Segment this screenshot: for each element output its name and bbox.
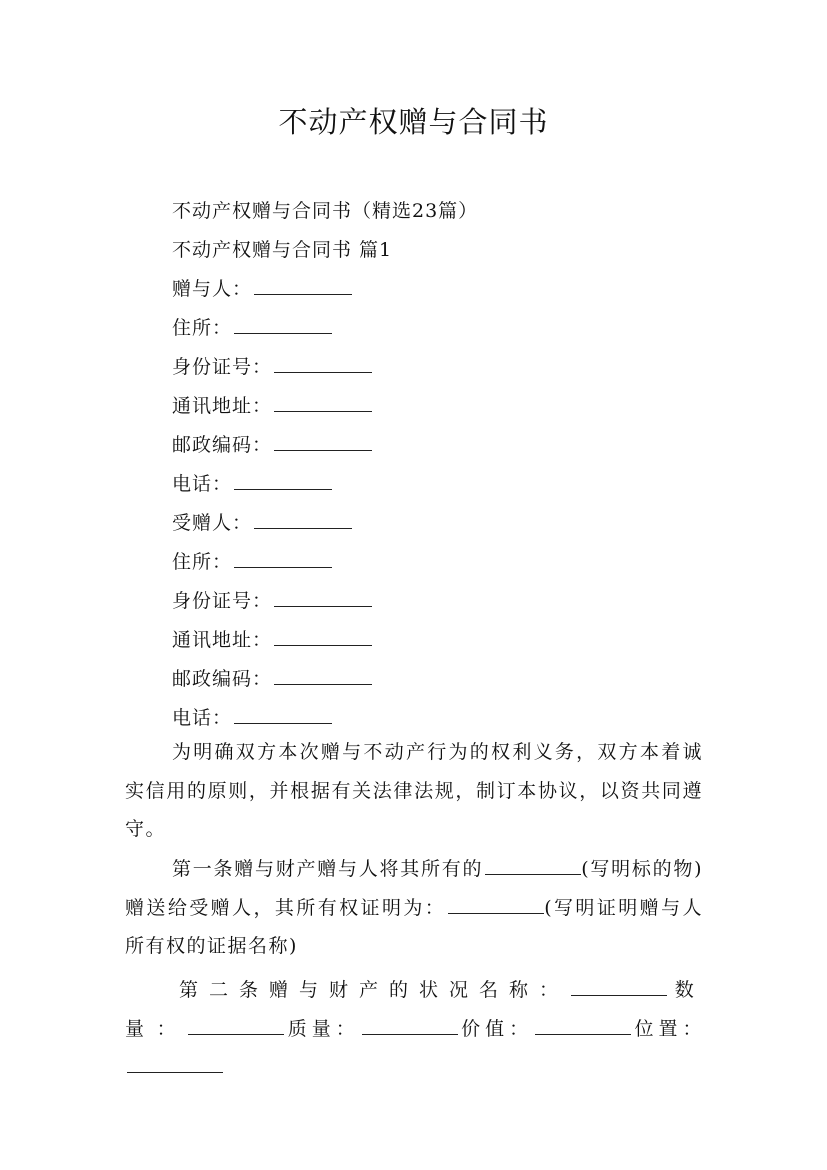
donor-postcode-line [172,432,372,458]
donee-address-blank [234,549,332,568]
donee-postcode-blank [274,666,372,685]
document-subtitle: 不动产权赠与合同书（精选23篇） [172,200,479,222]
article-2-paragraph [125,971,703,1087]
donor-address-line [172,315,332,341]
donor-mail-blank [274,393,372,412]
donee-address-label: 住所： [172,551,233,573]
article-2-name-blank [571,977,667,996]
donor-phone-blank [234,471,332,490]
donee-name-line [172,510,352,536]
donor-name-label: 赠与人： [172,278,253,300]
donor-postcode-blank [274,432,372,451]
donor-postcode-label: 邮政编码： [172,434,273,456]
donee-address-line [172,549,332,575]
donor-name-blank [254,276,352,295]
article-1-text-2: (写明标的物)赠送给受赠人，其所有权证明为： [125,858,703,919]
donee-id-line [172,588,372,614]
article-2-text-4: 价值： [457,1017,534,1040]
donee-phone-blank [234,705,332,724]
donee-phone-line [172,705,332,731]
donee-postcode-label: 邮政编码： [172,668,273,690]
article-1-text-1: 第一条赠与财产赠与人将其所有的 [172,858,484,880]
article-2-text-5: 位置： [631,1017,703,1040]
article-1-object-blank [485,856,581,875]
article-1-paragraph [125,850,703,966]
article-2-quantity-blank [188,1016,284,1035]
donee-postcode-line [172,666,372,692]
article-1-text-3: (写明证明赠与人所有权的证据名称) [125,896,703,957]
section-heading: 不动产权赠与合同书 篇1 [172,239,393,261]
article-1-proof-blank [448,895,544,914]
article-2-text-1: 第二条赠与财产的状况名称： [179,979,569,1001]
donee-name-label: 受赠人： [172,512,253,534]
donor-id-line [172,354,372,380]
donee-id-label: 身份证号： [172,590,273,612]
donor-address-blank [234,315,332,334]
donor-id-label: 身份证号： [172,356,273,378]
article-2-value-blank [535,1016,631,1035]
donor-id-blank [274,354,372,373]
document-title: 不动产权赠与合同书 [278,105,549,139]
article-2-text-3: 质量： [284,1017,360,1040]
article-2-location-blank [127,1054,223,1073]
donor-mail-line [172,393,372,419]
donee-phone-label: 电话： [172,707,233,729]
donee-name-blank [254,510,352,529]
article-2-quality-blank [362,1016,458,1035]
donee-mail-blank [274,627,372,646]
donee-mail-label: 通讯地址： [172,629,273,651]
donee-mail-line [172,627,372,653]
donor-phone-line [172,471,332,497]
article-2-text-2: 数量： [125,979,703,1040]
donor-mail-label: 通讯地址： [172,395,273,417]
donor-phone-label: 电话： [172,473,233,495]
donor-address-label: 住所： [172,317,233,339]
preamble-paragraph: 为明确双方本次赠与不动产行为的权利义务，双方本着诚实信用的原则，并根据有关法律法规，制订本协议，以资共同遵守。 [125,741,703,840]
donee-id-blank [274,588,372,607]
donor-name-line [172,276,352,302]
